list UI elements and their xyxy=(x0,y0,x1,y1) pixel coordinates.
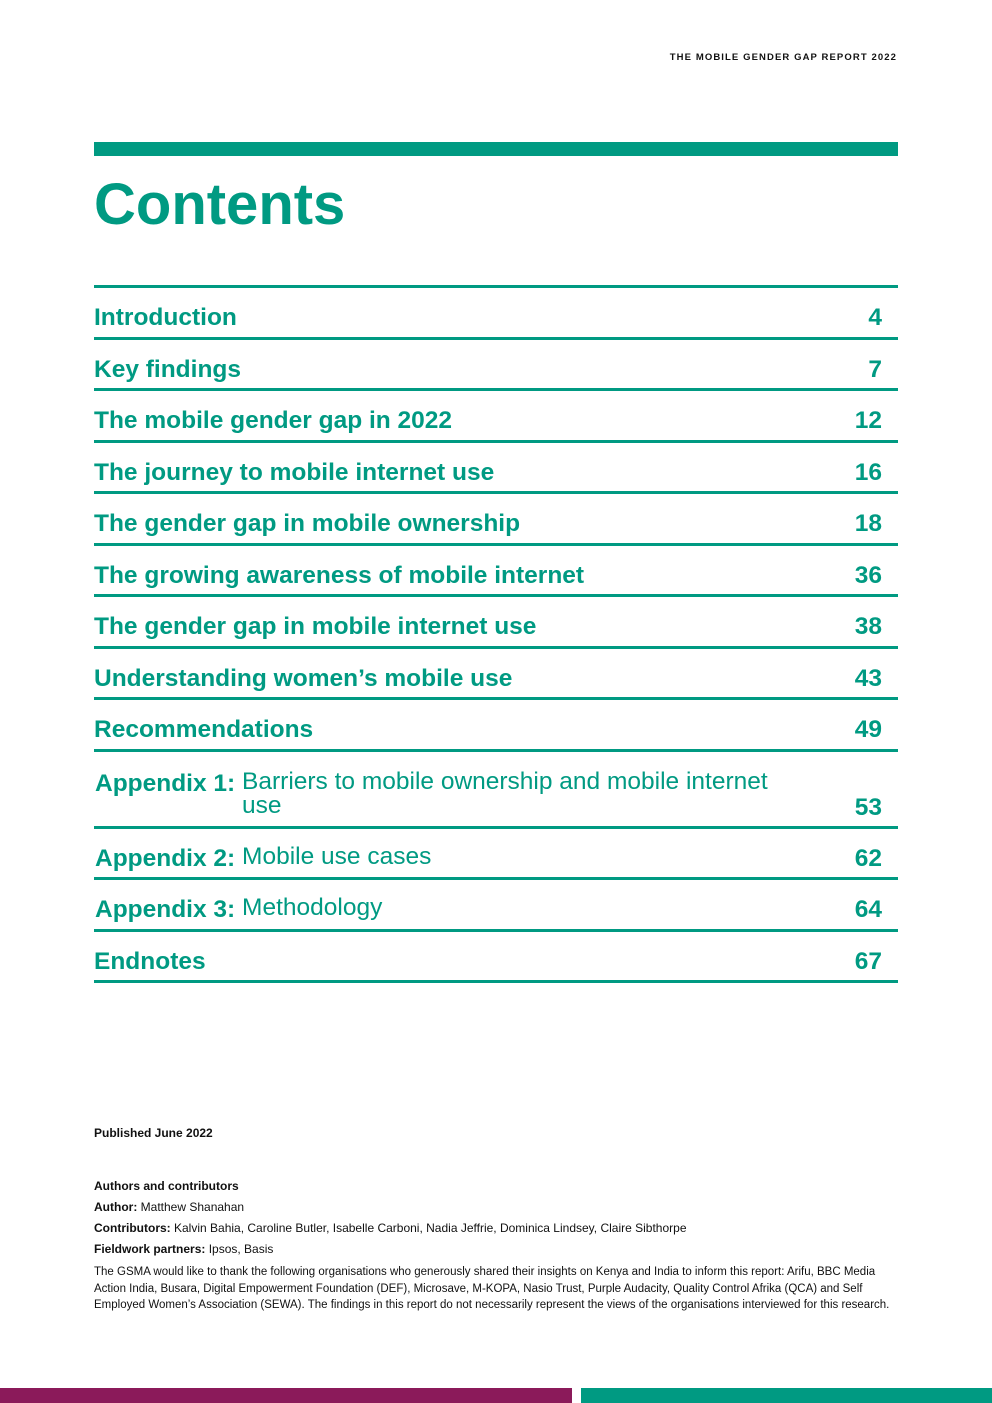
fieldwork-value: Ipsos, Basis xyxy=(208,1242,274,1256)
toc-entry-label: Endnotes xyxy=(94,947,206,975)
toc-entry-gender-gap-internet-use[interactable] xyxy=(94,597,898,649)
toc-entry-introduction[interactable] xyxy=(94,288,898,340)
toc-entry-label: The gender gap in mobile ownership xyxy=(94,510,521,537)
toc-entry-page: 64 xyxy=(854,896,882,923)
toc-entry-page: 7 xyxy=(868,355,882,383)
toc-entry-journey-to-mobile-internet[interactable] xyxy=(94,443,898,495)
author-line xyxy=(94,1200,904,1214)
toc-entry-label: The journey to mobile internet use xyxy=(94,458,495,486)
toc-entry-label: Key findings xyxy=(94,355,242,383)
toc-entry-growing-awareness[interactable] xyxy=(94,546,898,598)
toc-entry-mobile-gender-gap-2022[interactable] xyxy=(94,391,898,443)
toc-entry-appendix-2[interactable] xyxy=(94,829,898,881)
toc-entry-label xyxy=(95,767,802,819)
toc-entry-key-findings[interactable] xyxy=(94,340,898,392)
toc-entry-label: The gender gap in mobile internet use xyxy=(94,613,537,640)
toc-entry-appendix-1[interactable] xyxy=(94,752,898,829)
toc-entry-label: Recommendations xyxy=(94,716,314,743)
table-of-contents xyxy=(94,285,898,983)
fieldwork-key: Fieldwork partners: xyxy=(94,1242,206,1256)
toc-entry-label: The mobile gender gap in 2022 xyxy=(94,407,453,434)
toc-entry-page: 16 xyxy=(854,458,882,486)
author-key: Author: xyxy=(94,1200,138,1214)
contributors-line xyxy=(94,1221,904,1235)
contributors-key: Contributors: xyxy=(94,1221,171,1235)
toc-entry-page: 4 xyxy=(868,304,882,331)
toc-entry-label: Introduction xyxy=(94,304,237,331)
toc-entry-label xyxy=(95,896,382,924)
report-title: THE MOBILE GENDER GAP REPORT 2022 xyxy=(669,52,897,63)
toc-appendix-prefix: Appendix 2: xyxy=(95,844,236,872)
toc-entry-label: The growing awareness of mobile internet xyxy=(94,561,585,589)
toc-entry-page: 53 xyxy=(854,793,882,821)
toc-entry-recommendations[interactable] xyxy=(94,700,898,752)
footer-bar-magenta xyxy=(0,1388,572,1403)
authors-heading: Authors and contributors xyxy=(94,1179,239,1193)
page-title: Contents xyxy=(94,172,346,237)
author-value: Matthew Shanahan xyxy=(140,1200,245,1214)
toc-entry-label: Understanding women’s mobile use xyxy=(94,664,513,692)
toc-appendix-prefix: Appendix 3: xyxy=(95,896,236,923)
published-date: Published June 2022 xyxy=(94,1126,213,1140)
toc-entry-endnotes[interactable] xyxy=(94,932,898,984)
fieldwork-line xyxy=(94,1242,904,1256)
footer-bar-teal xyxy=(581,1388,992,1403)
toc-entry-gender-gap-ownership[interactable] xyxy=(94,494,898,546)
toc-appendix-subtitle: Methodology xyxy=(242,894,383,921)
toc-entry-label xyxy=(95,842,432,873)
title-accent-bar xyxy=(94,142,898,156)
acknowledgements-paragraph: The GSMA would like to thank the following organisations who generously shared their insights on Kenya and India to inform this report: Arifu, BBC Media Action India, Busara, Digital Empowerment Foundation (DEF), Microsave, M-KOPA, Nasio Trust, Purple Audacity, Quality Control Afrika (QCA) and Self Employed Women’s Association (SEWA). The findings in this report do not necessarily represent the views of the organisations interviewed for this research. xyxy=(94,1266,890,1311)
toc-appendix-prefix: Appendix 1: xyxy=(95,769,236,797)
toc-entry-understanding-womens-use[interactable] xyxy=(94,649,898,701)
toc-entry-page: 36 xyxy=(854,561,882,589)
toc-entry-appendix-3[interactable] xyxy=(94,880,898,932)
toc-entry-page: 12 xyxy=(854,407,882,434)
toc-entry-page: 43 xyxy=(854,664,882,692)
contributors-value: Kalvin Bahia, Caroline Butler, Isabelle Carboni, Nadia Jeffrie, Dominica Lindsey, Claire Sibthorpe xyxy=(174,1221,687,1235)
toc-entry-page: 62 xyxy=(854,844,882,872)
toc-entry-page: 49 xyxy=(854,716,882,743)
toc-entry-page: 38 xyxy=(854,613,882,640)
toc-appendix-subtitle: Mobile use cases xyxy=(242,842,432,870)
toc-appendix-subtitle: Barriers to mobile ownership and mobile internet use xyxy=(242,767,768,819)
toc-entry-page: 67 xyxy=(854,947,882,975)
toc-entry-page: 18 xyxy=(854,510,882,537)
